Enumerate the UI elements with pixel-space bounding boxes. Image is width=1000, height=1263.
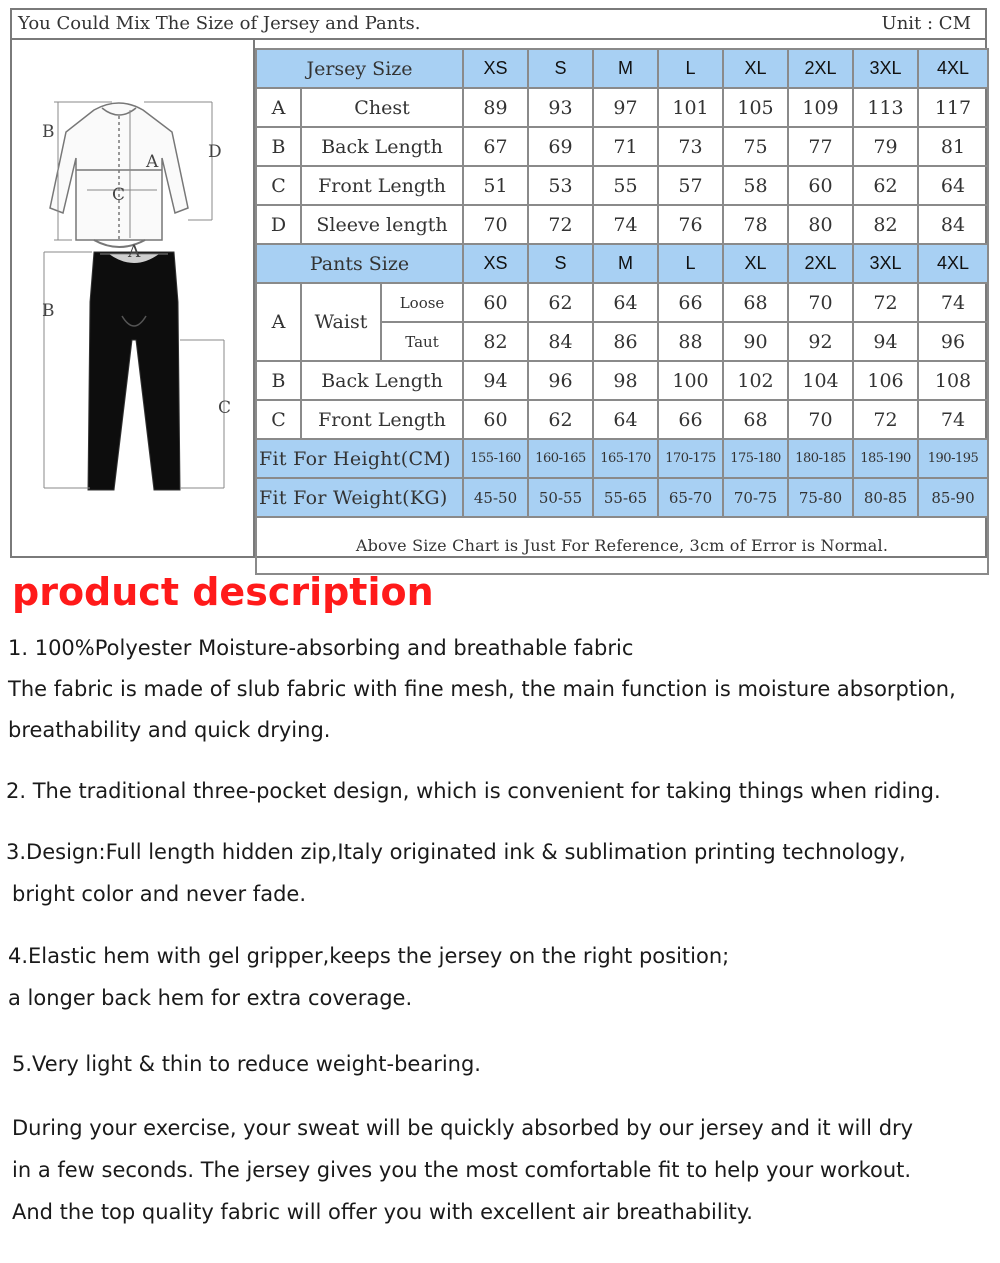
height-range: 175-180 — [723, 439, 788, 478]
cell-value: 94 — [463, 361, 528, 400]
cell-value: 101 — [658, 88, 723, 127]
size-chart-note: Above Size Chart is Just For Reference, 3cm of Error is Normal. — [256, 517, 988, 574]
cell-value: 70 — [788, 283, 853, 322]
cell-value: 113 — [853, 88, 918, 127]
fit-height-label: Fit For Height(CM) — [256, 439, 463, 478]
cell-value: 88 — [658, 322, 723, 361]
weight-range: 80-85 — [853, 478, 918, 517]
cell-value: 104 — [788, 361, 853, 400]
jersey-row-back-length — [256, 127, 988, 166]
cell-value: 78 — [723, 205, 788, 244]
cell-value: 82 — [853, 205, 918, 244]
size-header: M — [593, 244, 658, 283]
row-label: Front Length — [301, 400, 463, 439]
size-header: 3XL — [853, 244, 918, 283]
description-line: in a few seconds. The jersey gives you the most comfortable fit to help your workout. — [12, 1158, 912, 1182]
size-header: L — [658, 49, 723, 88]
size-header: XS — [463, 244, 528, 283]
description-line: And the top quality fabric will offer you with excellent air breathability. — [12, 1200, 753, 1224]
cell-value: 64 — [593, 283, 658, 322]
cell-value: 60 — [788, 166, 853, 205]
description-line: 2. The traditional three-pocket design, which is convenient for taking things when riding. — [6, 779, 941, 803]
cell-value: 77 — [788, 127, 853, 166]
cell-value: 79 — [853, 127, 918, 166]
row-label: Sleeve length — [301, 205, 463, 244]
cell-value: 84 — [918, 205, 988, 244]
cell-value: 72 — [528, 205, 593, 244]
cell-value: 92 — [788, 322, 853, 361]
cell-value: 68 — [723, 283, 788, 322]
size-header: XS — [463, 49, 528, 88]
pants-size-header: Pants Size — [256, 244, 463, 283]
cell-value: 60 — [463, 283, 528, 322]
description-line: 5.Very light & thin to reduce weight-bearing. — [12, 1052, 481, 1076]
row-code: C — [256, 400, 301, 439]
cell-value: 73 — [658, 127, 723, 166]
cell-value: 72 — [853, 283, 918, 322]
height-range: 190-195 — [918, 439, 988, 478]
row-label: Waist — [301, 283, 381, 361]
cell-value: 98 — [593, 361, 658, 400]
cell-value: 66 — [658, 283, 723, 322]
description-line: 4.Elastic hem with gel gripper,keeps the jersey on the right position; — [8, 944, 730, 968]
cell-value: 106 — [853, 361, 918, 400]
cell-value: 66 — [658, 400, 723, 439]
cell-value: 64 — [918, 166, 988, 205]
row-code: A — [256, 283, 301, 361]
jersey-row-chest — [256, 88, 988, 127]
row-label: Front Length — [301, 166, 463, 205]
height-range: 165-170 — [593, 439, 658, 478]
jersey-row-front-length — [256, 166, 988, 205]
size-header: 2XL — [788, 244, 853, 283]
pants-row-front-length — [256, 400, 988, 439]
cell-value: 58 — [723, 166, 788, 205]
cell-value: 62 — [853, 166, 918, 205]
garment-figure — [12, 40, 255, 556]
cell-value: 109 — [788, 88, 853, 127]
jersey-label: A — [146, 152, 159, 172]
cell-value: 90 — [723, 322, 788, 361]
row-code: C — [256, 166, 301, 205]
cell-value: 70 — [463, 205, 528, 244]
cell-value: 74 — [918, 400, 988, 439]
jersey-size-header: Jersey Size — [256, 49, 463, 88]
size-header: 3XL — [853, 49, 918, 88]
cell-value: 96 — [528, 361, 593, 400]
description-line: The fabric is made of slub fabric with fine mesh, the main function is moisture absorption, — [8, 677, 956, 701]
row-code: B — [256, 127, 301, 166]
size-chart-header — [12, 10, 985, 40]
cell-value: 57 — [658, 166, 723, 205]
cell-value: 82 — [463, 322, 528, 361]
cell-value: 69 — [528, 127, 593, 166]
size-header: XL — [723, 49, 788, 88]
row-code: B — [256, 361, 301, 400]
size-header: XL — [723, 244, 788, 283]
cell-value: 74 — [918, 283, 988, 322]
cell-value: 93 — [528, 88, 593, 127]
pants-label: A — [128, 242, 141, 262]
weight-range: 65-70 — [658, 478, 723, 517]
cell-value: 62 — [528, 400, 593, 439]
height-range: 160-165 — [528, 439, 593, 478]
cell-value: 100 — [658, 361, 723, 400]
cell-value: 117 — [918, 88, 988, 127]
size-header: S — [528, 244, 593, 283]
row-label: Chest — [301, 88, 463, 127]
cell-value: 68 — [723, 400, 788, 439]
row-label: Back Length — [301, 361, 463, 400]
row-code: D — [256, 205, 301, 244]
weight-range: 85-90 — [918, 478, 988, 517]
weight-range: 75-80 — [788, 478, 853, 517]
cell-value: 80 — [788, 205, 853, 244]
description-title: product description — [12, 570, 434, 614]
cell-value: 71 — [593, 127, 658, 166]
size-header: 4XL — [918, 49, 988, 88]
cell-value: 74 — [593, 205, 658, 244]
unit-label: Unit : CM — [881, 13, 971, 34]
cell-value: 105 — [723, 88, 788, 127]
waist-loose-label: Loose — [381, 283, 463, 322]
jersey-size-header-row — [256, 49, 988, 88]
cell-value: 64 — [593, 400, 658, 439]
size-header: S — [528, 49, 593, 88]
fit-height-row — [256, 439, 988, 478]
height-range: 185-190 — [853, 439, 918, 478]
cell-value: 72 — [853, 400, 918, 439]
note-row — [256, 517, 988, 574]
cell-value: 96 — [918, 322, 988, 361]
cell-value: 51 — [463, 166, 528, 205]
waist-taut-label: Taut — [381, 322, 463, 361]
size-header: 2XL — [788, 49, 853, 88]
pants-illustration — [88, 252, 180, 490]
size-header: M — [593, 49, 658, 88]
cell-value: 53 — [528, 166, 593, 205]
cell-value: 84 — [528, 322, 593, 361]
size-chart — [10, 8, 987, 558]
cell-value: 60 — [463, 400, 528, 439]
size-chart-title: You Could Mix The Size of Jersey and Pants. — [18, 13, 421, 34]
pants-row-waist-loose — [256, 283, 988, 322]
weight-range: 45-50 — [463, 478, 528, 517]
cell-value: 76 — [658, 205, 723, 244]
fit-weight-row — [256, 478, 988, 517]
weight-range: 70-75 — [723, 478, 788, 517]
fit-weight-label: Fit For Weight(KG) — [256, 478, 463, 517]
cell-value: 55 — [593, 166, 658, 205]
pants-row-back-length — [256, 361, 988, 400]
garment-diagram — [12, 40, 253, 556]
cell-value: 62 — [528, 283, 593, 322]
description-line: a longer back hem for extra coverage. — [8, 986, 413, 1010]
pants-size-header-row — [256, 244, 988, 283]
description-line: breathability and quick drying. — [8, 718, 331, 742]
description-line: 1. 100%Polyester Moisture-absorbing and breathable fabric — [8, 636, 634, 660]
cell-value: 97 — [593, 88, 658, 127]
cell-value: 70 — [788, 400, 853, 439]
description-line: bright color and never fade. — [12, 882, 306, 906]
row-code: A — [256, 88, 301, 127]
height-range: 170-175 — [658, 439, 723, 478]
jersey-label: D — [208, 142, 222, 162]
cell-value: 94 — [853, 322, 918, 361]
weight-range: 55-65 — [593, 478, 658, 517]
description-line: During your exercise, your sweat will be quickly absorbed by our jersey and it will dry — [12, 1116, 914, 1140]
cell-value: 81 — [918, 127, 988, 166]
jersey-illustration — [50, 103, 188, 247]
pants-label: C — [218, 398, 232, 418]
row-label: Back Length — [301, 127, 463, 166]
jersey-label: B — [42, 122, 55, 142]
cell-value: 86 — [593, 322, 658, 361]
size-header: 4XL — [918, 244, 988, 283]
height-range: 180-185 — [788, 439, 853, 478]
cell-value: 67 — [463, 127, 528, 166]
pants-label: B — [42, 301, 55, 321]
cell-value: 75 — [723, 127, 788, 166]
height-range: 155-160 — [463, 439, 528, 478]
size-header: L — [658, 244, 723, 283]
size-table — [255, 48, 989, 575]
cell-value: 108 — [918, 361, 988, 400]
jersey-row-sleeve-length — [256, 205, 988, 244]
cell-value: 102 — [723, 361, 788, 400]
description-line: 3.Design:Full length hidden zip,Italy originated ink & sublimation printing technology, — [6, 840, 906, 864]
weight-range: 50-55 — [528, 478, 593, 517]
jersey-label: C — [112, 185, 126, 205]
cell-value: 89 — [463, 88, 528, 127]
